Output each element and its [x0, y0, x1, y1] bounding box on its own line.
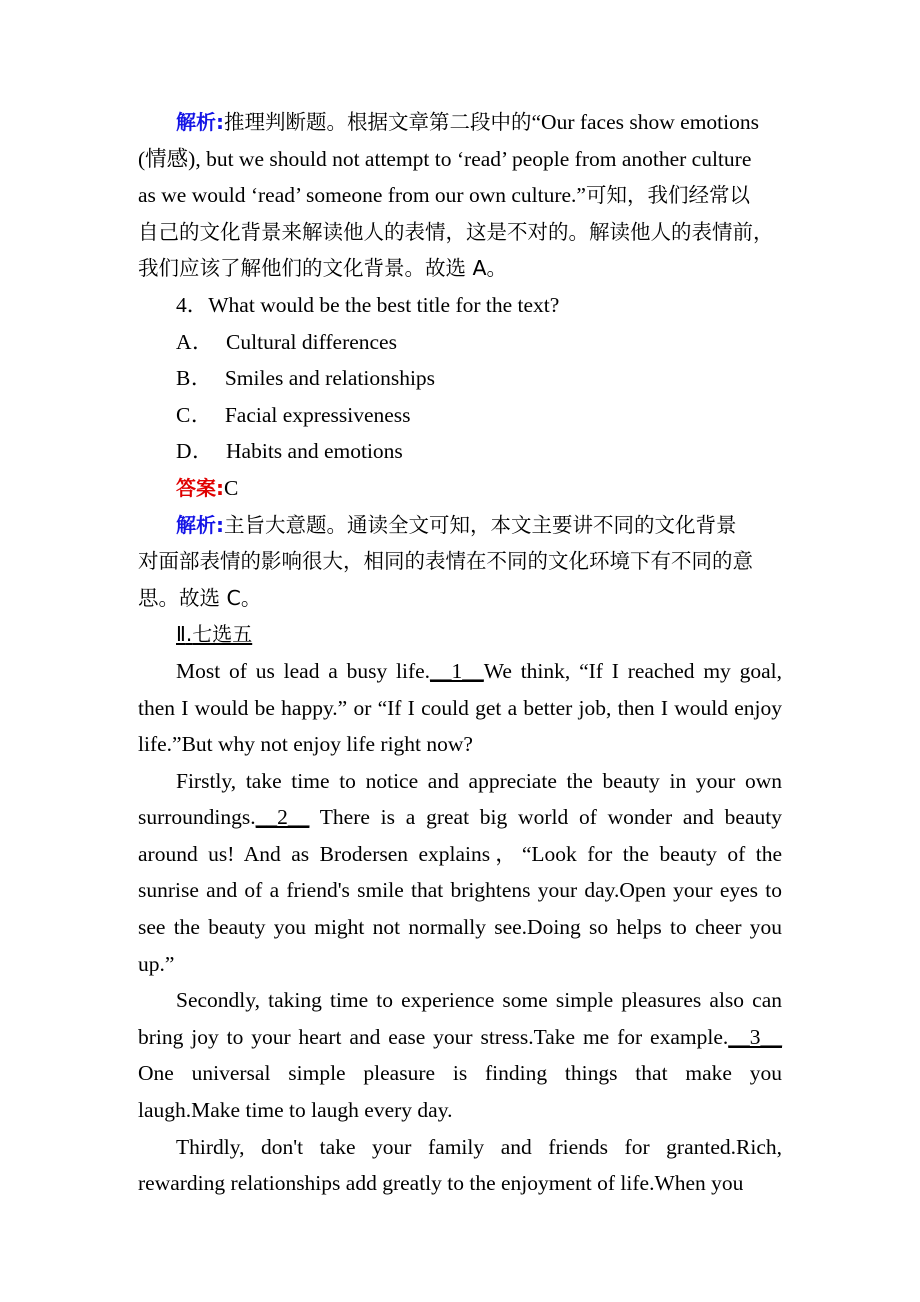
option-a-key: A．	[176, 329, 215, 354]
question-4	[138, 287, 782, 616]
option-d-key: D．	[176, 439, 215, 464]
section-heading-2	[138, 616, 782, 653]
question-4-number: 4．	[176, 292, 209, 317]
passage-text: rewarding relationships add greatly to the enjoyment of life.When you	[138, 1171, 744, 1196]
question-4-stem	[138, 287, 782, 324]
passage-line	[138, 872, 782, 909]
answer-value: C	[224, 475, 239, 500]
passage-line	[138, 946, 782, 983]
passage-blank-marker: __1__	[430, 658, 484, 683]
passage-text: Thirdly, don't take your family and friends for granted.Rich,	[176, 1134, 782, 1159]
passage-text: laugh.Make time to laugh every day.	[138, 1098, 453, 1123]
option-a-text: Cultural differences	[226, 329, 397, 354]
option-d-text: Habits and emotions	[226, 439, 403, 464]
passage-text: We think, “If I reached my goal,	[483, 658, 782, 683]
passage-text: see the beauty you might not normally see.Doing so helps to cheer you	[138, 915, 782, 940]
passage-text: surroundings.	[138, 805, 256, 830]
explanation-q3-text-cn: 推理判断题。根据文章第二段中的	[224, 110, 532, 134]
passage-text: One universal simple pleasure is finding things that make you	[138, 1061, 782, 1086]
explanation-q3-line-2: (情感), but we should not attempt to ‘read’ people from another culture	[138, 146, 752, 171]
option-b-key: B．	[176, 366, 213, 391]
option-b-text: Smiles and relationships	[224, 366, 436, 391]
question-4-option-c[interactable]	[138, 397, 782, 434]
question-4-stem-text: What would be the best title for the text?	[208, 292, 560, 317]
passage-blank-marker: __2__	[255, 805, 310, 830]
passage-line	[138, 653, 782, 690]
explanation-q4-text-1: 主旨大意题。通读全文可知，本文主要讲不同的文化背景	[224, 512, 737, 537]
question-4-explanation-line-2: 对面部表情的影响很大，相同的表情在不同的文化环境下有不同的意	[138, 549, 753, 574]
explanation-q3-line-4: 自己的文化背景来解读他人的表情，这是不对的。解读他人的表情前，	[138, 219, 774, 244]
passage-line	[138, 982, 782, 1019]
passage-line	[138, 909, 782, 946]
question-4-explanation-line-1	[138, 507, 782, 544]
explanation-label: 解析:	[176, 110, 224, 134]
question-4-explanation-line-3: 思。故选 C。	[138, 585, 262, 610]
section-title: 七选五	[192, 622, 253, 647]
passage-line	[138, 799, 782, 836]
passage-line	[138, 726, 782, 763]
passage-text: around us! And as Brodersen explains，“Look for the beauty of the	[138, 841, 782, 866]
option-c-key: C．	[176, 402, 213, 427]
reading-passage	[138, 653, 782, 1202]
passage-text: Secondly, taking time to experience some simple pleasures also can	[176, 988, 782, 1013]
passage-text: sunrise and of a friend's smile that brightens your day.Open your eyes to	[138, 878, 782, 903]
answer-label: 答案:	[176, 475, 224, 500]
question-4-option-a[interactable]	[138, 324, 782, 361]
passage-text: up.”	[138, 951, 175, 976]
passage-text: Firstly, take time to notice and appreciate the beauty in your own	[176, 768, 782, 793]
option-c-text: Facial expressiveness	[224, 402, 411, 427]
page-content	[138, 104, 782, 1202]
explanation-block-q3	[138, 104, 782, 287]
passage-text: There is a great big world of wonder and beauty	[309, 805, 782, 830]
explanation-q3-quote-open: “Our faces show emotions	[531, 110, 759, 134]
section-dot: .	[185, 622, 193, 647]
explanation-q3-line3-cn: 可知，我们经常以	[585, 183, 750, 208]
question-4-option-b[interactable]	[138, 360, 782, 397]
explanation-q3-line3-en: as we would ‘read’ someone from our own culture.”	[138, 183, 586, 208]
passage-line	[138, 1129, 782, 1166]
passage-text: Most of us lead a busy life.	[176, 658, 431, 683]
explanation-q3-line-5: 我们应该了解他们的文化背景。故选 A。	[138, 256, 508, 281]
question-4-answer-line	[138, 470, 782, 507]
passage-line	[138, 1092, 782, 1129]
question-4-option-d[interactable]	[138, 433, 782, 470]
passage-text: life.”But why not enjoy life right now?	[138, 732, 473, 757]
passage-blank-marker: __3__	[728, 1024, 782, 1049]
section-numeral: Ⅱ	[176, 622, 186, 647]
passage-line	[138, 1055, 782, 1092]
explanation-q3-line-1	[138, 104, 782, 141]
passage-line	[138, 763, 782, 800]
passage-text: bring joy to your heart and ease your stress.Take me for example.	[138, 1024, 729, 1049]
passage-line	[138, 1165, 782, 1202]
passage-line	[138, 690, 782, 727]
passage-text: then I would be happy.” or “If I could get a better job, then I would enjoy	[138, 695, 782, 720]
passage-line	[138, 836, 782, 873]
explanation-label-q4: 解析:	[176, 512, 224, 537]
passage-line	[138, 1019, 782, 1056]
explanation-q3-line-3	[138, 177, 782, 214]
